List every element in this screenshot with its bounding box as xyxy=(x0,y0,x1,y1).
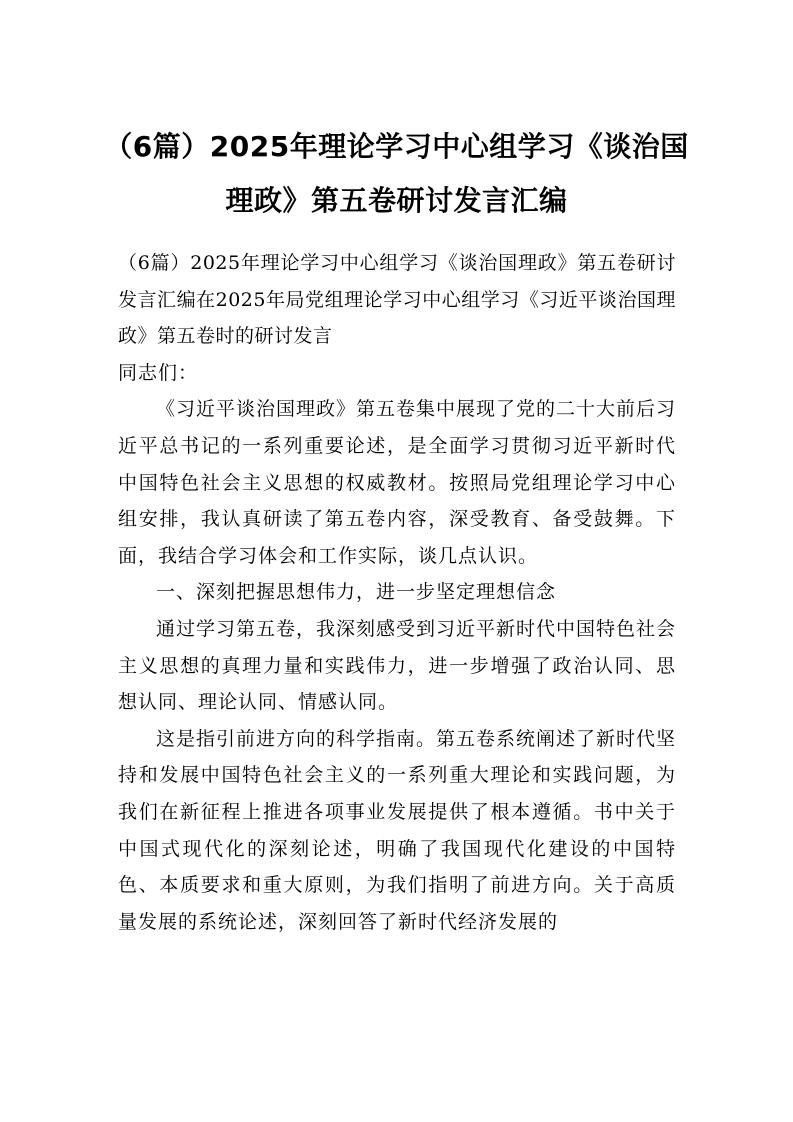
body-paragraph: 这是指引前进方向的科学指南。第五卷系统阐述了新时代坚持和发展中国特色社会主义的一系列重大理论和实践问题，为我们在新征程上推进各项事业发展提供了根本遵循。书中关于中国式现代化的深刻论述，明确了我国现代化建设的中国特色、本质要求和重大原则，为我们指明了前进方向。关于高质量发展的系统论述，深刻回答了新时代经济发展的 xyxy=(118,727,677,933)
body-paragraph: 通过学习第五卷，我深刻感受到习近平新时代中国特色社会主义思想的真理力量和实践伟力，进一步增强了政治认同、思想认同、理论认同、情感认同。 xyxy=(118,617,677,714)
salutation: 同志们： xyxy=(118,361,199,384)
intro-paragraph: （6篇）2025年理论学习中心组学习《谈治国理政》第五卷研讨发言汇编在2025年局党组理论学习中心组学习《习近平谈治国理政》第五卷时的研讨发言 xyxy=(118,252,676,348)
document-title: （6篇）2025年理论学习中心组学习《谈治国理政》第五卷研讨发言汇编 xyxy=(104,130,689,217)
section-heading: 一、深刻把握思想伟力，进一步坚定理想信念 xyxy=(156,581,557,604)
document-body xyxy=(118,245,676,940)
body-paragraph: 《习近平谈治国理政》第五卷集中展现了党的二十大前后习近平总书记的一系列重要论述，是全面学习贯彻习近平新时代中国特色社会主义思想的权威教材。按照局党组理论学习中心组安排，我认真研读了第五卷内容，深受教育、备受鼓舞。下面，我结合学习体会和工作实际，谈几点认识。 xyxy=(118,398,677,567)
